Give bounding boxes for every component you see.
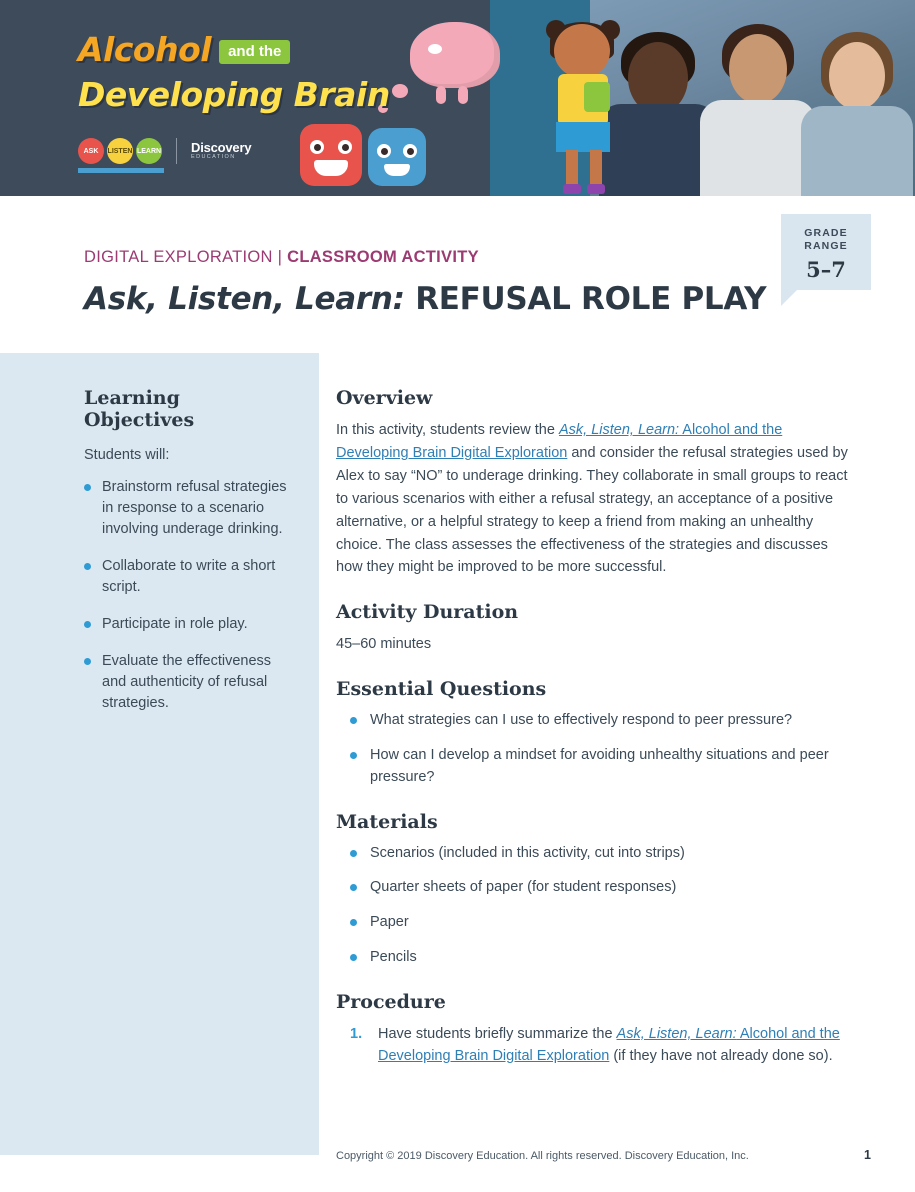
breadcrumb-lead: DIGITAL EXPLORATION | bbox=[84, 248, 288, 266]
page-footer bbox=[336, 1148, 871, 1162]
page-number: 1 bbox=[864, 1148, 871, 1162]
brain-character-icon bbox=[410, 22, 500, 88]
list-item bbox=[350, 1023, 855, 1068]
discovery-education-logo-main: Discovery bbox=[191, 140, 252, 156]
page-title-roman: REFUSAL ROLE PLAY bbox=[404, 281, 767, 317]
overview-heading: Overview bbox=[336, 387, 433, 409]
brain-character-legs bbox=[432, 84, 476, 104]
learning-objectives-intro: Students will: bbox=[84, 447, 170, 463]
list-item: Scenarios (included in this activity, cut into strips) bbox=[350, 843, 855, 865]
girl-character-illustration bbox=[540, 24, 626, 196]
main-content bbox=[319, 353, 915, 1155]
page-title-italic: Ask, Listen, Learn: bbox=[84, 281, 405, 317]
grade-range-badge bbox=[781, 214, 871, 290]
essential-questions-list bbox=[336, 710, 855, 788]
overview-text-lead: In this activity, students review the bbox=[336, 422, 559, 438]
learning-objectives-heading: Learning Objectives bbox=[84, 387, 195, 431]
ask-listen-learn-logo bbox=[78, 138, 162, 164]
learning-objectives-sidebar bbox=[0, 353, 319, 1155]
logo-divider bbox=[176, 138, 177, 164]
hero-logos bbox=[78, 138, 251, 164]
procedure-step1-lead: Have students briefly summarize the bbox=[378, 1025, 617, 1042]
materials-list bbox=[336, 843, 855, 969]
list-item: How can I develop a mindset for avoiding unhealthy situations and peer pressure? bbox=[350, 745, 855, 789]
digital-exploration-link-rest: Alcohol and the Developing Brain Digital Exploration bbox=[336, 422, 783, 461]
procedure-heading: Procedure bbox=[336, 990, 446, 1013]
list-item: Pencils bbox=[350, 947, 855, 969]
materials-heading: Materials bbox=[336, 810, 438, 833]
procedure-list bbox=[336, 1023, 855, 1068]
learn-circle-icon: LEARN bbox=[136, 138, 162, 164]
list-item: What strategies can I use to effectively respond to peer pressure? bbox=[350, 710, 855, 732]
grade-range-label-line2: RANGE bbox=[804, 240, 848, 253]
discovery-education-logo-sub: EDUCATION bbox=[191, 153, 236, 160]
overview-text-rest: and consider the refusal strategies used by Alex to say “NO” to underage drinking. They collaborate in small groups to react to various scenarios with either a refusal strategy, an acceptance of a positive alternative, or a helpful strategy to keep a friend from making an unhealthy choice. The class assesses the effectiveness of the strategies and discusses how they might be improved to be more successful. bbox=[336, 444, 848, 576]
listen-circle-icon: LISTEN bbox=[107, 138, 133, 164]
activity-duration-heading: Activity Duration bbox=[336, 601, 519, 624]
students-photo bbox=[590, 0, 915, 196]
page-title-block bbox=[0, 196, 915, 317]
list-item: Collaborate to write a short script. bbox=[84, 556, 289, 598]
digital-exploration-link-italic: Ask, Listen, Learn: bbox=[558, 422, 680, 438]
procedure-step1-rest: (if they have not already done so). bbox=[609, 1047, 833, 1064]
list-item: Quarter sheets of paper (for student responses) bbox=[350, 877, 855, 899]
blue-emoji-character-icon bbox=[368, 128, 426, 186]
student-figure-3 bbox=[798, 24, 915, 196]
hero-banner bbox=[0, 0, 915, 196]
hero-title-badge: and the bbox=[219, 40, 290, 64]
learning-objectives-list bbox=[84, 477, 289, 714]
thought-puff-small bbox=[392, 84, 408, 98]
hero-title-word-alcohol: Alcohol bbox=[78, 30, 212, 69]
digital-exploration-link-step1-italic: Ask, Listen, Learn: bbox=[616, 1025, 737, 1042]
red-emoji-character-icon bbox=[300, 124, 362, 186]
hero-title-word-developing-brain: Developing Brain bbox=[78, 75, 390, 114]
grade-range-label-line1: GRADE bbox=[804, 227, 848, 239]
overview-paragraph bbox=[336, 419, 855, 579]
activity-duration-value: 45–60 minutes bbox=[336, 636, 432, 653]
breadcrumb-bold: CLASSROOM ACTIVITY bbox=[287, 248, 479, 266]
list-item: Evaluate the effectiveness and authenticity of refusal strategies. bbox=[84, 651, 289, 714]
list-item: Paper bbox=[350, 912, 855, 934]
content-area bbox=[0, 353, 915, 1155]
hero-title bbox=[78, 30, 390, 114]
essential-questions-heading: Essential Questions bbox=[336, 678, 547, 701]
digital-exploration-link-step1-rest: Alcohol and the Developing Brain Digital Exploration bbox=[378, 1025, 840, 1064]
list-item: Brainstorm refusal strategies in response to a scenario involving underage drinking. bbox=[84, 477, 289, 540]
copyright-text: Copyright © 2019 Discovery Education. All rights reserved. Discovery Education, Inc. bbox=[336, 1150, 749, 1162]
grade-range-value: 5–7 bbox=[806, 257, 846, 283]
discovery-education-logo bbox=[191, 141, 251, 160]
list-item: Participate in role play. bbox=[84, 614, 289, 635]
logo-underline bbox=[78, 168, 164, 173]
ask-circle-icon: ASK bbox=[78, 138, 104, 164]
